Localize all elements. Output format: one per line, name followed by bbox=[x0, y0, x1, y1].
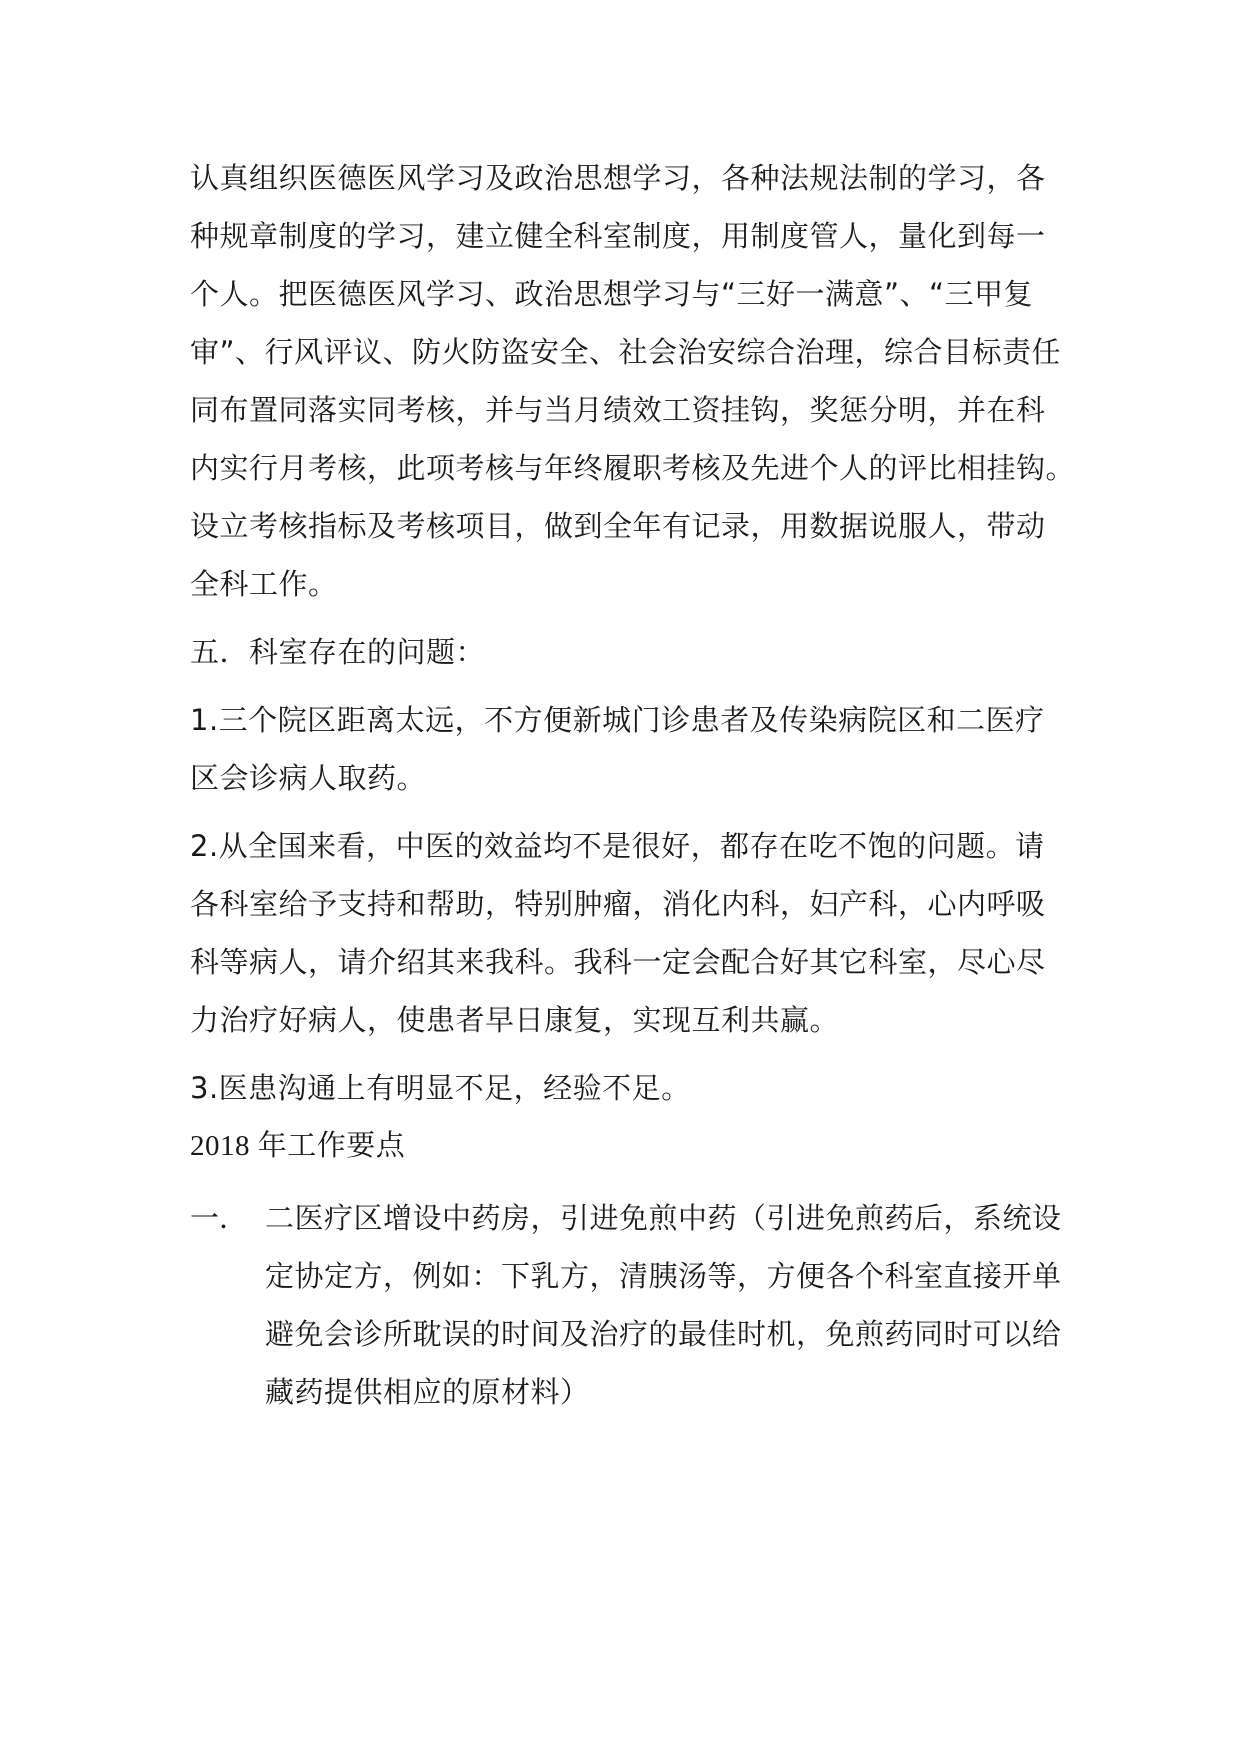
para1-line-8: 全科工作。 bbox=[190, 567, 338, 601]
point1-line-4: 藏药提供相应的原材料） bbox=[265, 1375, 590, 1409]
point1-line-1: 二医疗区增设中药房，引进免煎中药（引进免煎药后，系统设 bbox=[265, 1201, 1062, 1235]
section5-title: 五．科室存在的问题： bbox=[190, 635, 486, 669]
item2-line-1: 2.从全国来看，中医的效益均不是很好，都存在吃不饱的问题。请 bbox=[190, 829, 1045, 863]
point1-marker: 一． bbox=[190, 1201, 249, 1235]
para1-line-3: 个人。把医德医风学习、政治思想学习与“三好一满意”、“三甲复 bbox=[190, 277, 1034, 311]
para1-line-5: 同布置同落实同考核，并与当月绩效工资挂钩，奖惩分明，并在科 bbox=[190, 393, 1046, 427]
item2-line-3: 科等病人，请介绍其来我科。我科一定会配合好其它科室，尽心尽 bbox=[190, 945, 1046, 979]
para1-line-2: 种规章制度的学习，建立健全科室制度，用制度管人，量化到每一 bbox=[190, 219, 1046, 253]
para1-line-1: 认真组织医德医风学习及政治思想学习，各种法规法制的学习，各 bbox=[190, 161, 1046, 195]
item1-line-2: 区会诊病人取药。 bbox=[190, 761, 427, 795]
item2-line-4: 力治疗好病人，使患者早日康复，实现互利共赢。 bbox=[190, 1003, 840, 1037]
year-heading: 2018 年工作要点 bbox=[190, 1130, 406, 1162]
item1-line-1: 1.三个院区距离太远，不方便新城门诊患者及传染病院区和二医疗 bbox=[190, 703, 1045, 737]
para1-line-7: 设立考核指标及考核项目，做到全年有记录，用数据说服人，带动 bbox=[190, 509, 1046, 543]
para1-line-6: 内实行月考核，此项考核与年终履职考核及先进个人的评比相挂钩。 bbox=[190, 451, 1076, 485]
point1-line-3: 避免会诊所耽误的时间及治疗的最佳时机，免煎药同时可以给 bbox=[265, 1317, 1062, 1351]
item2-line-2: 各科室给予支持和帮助，特别肿瘤，消化内科，妇产科，心内呼吸 bbox=[190, 887, 1046, 921]
item3-line: 3.医患沟通上有明显不足，经验不足。 bbox=[190, 1071, 691, 1105]
point1-line-2: 定协定方，例如：下乳方，清胰汤等，方便各个科室直接开单 bbox=[265, 1259, 1062, 1293]
para1-line-4: 审”、行风评议、防火防盗安全、社会治安综合治理，综合目标责任 bbox=[190, 335, 1062, 369]
